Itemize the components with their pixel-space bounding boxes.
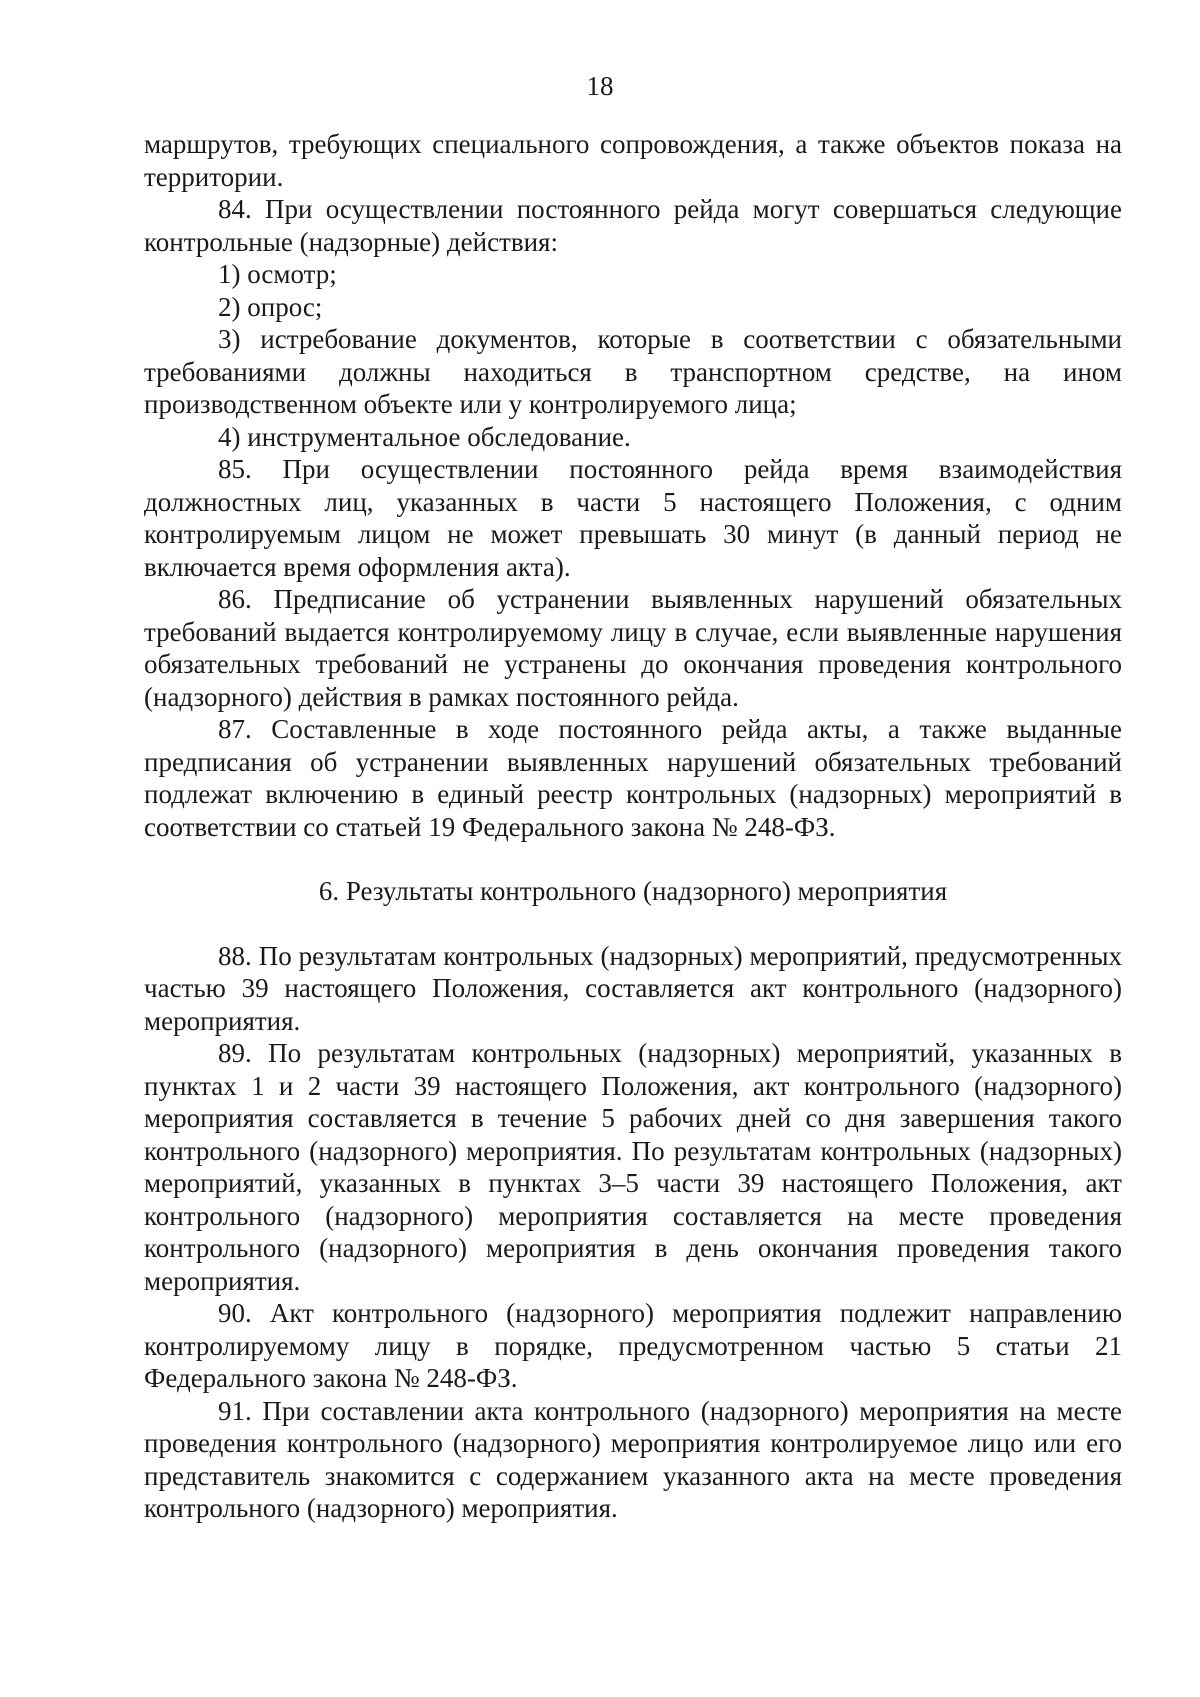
list-item-documents-request: 3) истребование документов, которые в соответствии с обязательными требованиями должны находиться в транспортном средстве, на ином производственном объекте или у контролируемого лица; (144, 324, 1122, 419)
paragraph-88: 88. По результатам контрольных (надзорных) мероприятий, предусмотренных частью 39 настоящего Положения, составляется акт контрольного (надзорного) мероприятия. (144, 940, 1122, 1036)
paragraph-85: 85. При осуществлении постоянного рейда время взаимодействия должностных лиц, указанных в части 5 настоящего Положения, с одним контролируемым лицом не может превышать 30 минут (в данный период не включается время оформления акта). (144, 454, 1122, 582)
list-item-survey: 2) опрос; (218, 291, 323, 322)
paragraph-continuation: маршрутов, требующих специального сопровождения, а также объектов показа на территории. (144, 129, 1122, 192)
section-heading: 6. Результаты контрольного (надзорного) мероприятия (318, 876, 948, 906)
paragraph-84: 84. При осуществлении постоянного рейда могут совершаться следующие контрольные (надзорные) действия: (144, 194, 1122, 257)
paragraph-90: 90. Акт контрольного (надзорного) мероприятия подлежит направлению контролируемому лицу в порядке, предусмотренном частью 5 статьи 21 Федерального закона № 248-ФЗ. (144, 1298, 1122, 1393)
paragraph-86: 86. Предписание об устранении выявленных нарушений обязательных требований выдается контролируемому лицу в случае, если выявленные нарушения обязательных требований не устранены до окончания проведения контрольного (надзорного) действия в рамках постоянного рейда. (144, 584, 1122, 712)
paragraph-87: 87. Составленные в ходе постоянного рейда акты, а также выданные предписания об устранении выявленных нарушений обязательных требований подлежат включению в единый реестр контрольных (надзорных) мероприятий в соответствии со статьей 19 Федерального закона № 248-ФЗ. (144, 714, 1122, 842)
paragraph-89: 89. По результатам контрольных (надзорных) мероприятий, указанных в пунктах 1 и 2 части 39 настоящего Положения, акт контрольного (надзорного) мероприятия составляется в течение 5 рабочих дней со дня завершения такого контрольного (надзорного) мероприятия. По результатам контрольных (надзорных) мероприятий, указанных в пунктах 3–5 части 39 настоящего Положения, акт контрольного (надзорного) мероприятия составляется на месте проведения контрольного (надзорного) мероприятия в день окончания проведения такого мероприятия. (144, 1038, 1122, 1296)
list-item-instrumental-examination: 4) инструментальное обследование. (218, 421, 631, 452)
paragraph-91: 91. При составлении акта контрольного (надзорного) мероприятия на месте проведения контрольного (надзорного) мероприятия контролируемое лицо или его представитель знакомится с содержанием указанного акта на месте проведения контрольного (надзорного) мероприятия. (144, 1395, 1122, 1523)
page-number: 18 (586, 71, 614, 101)
list-item-inspection: 1) осмотр; (218, 259, 337, 289)
document-body (144, 128, 1122, 1525)
